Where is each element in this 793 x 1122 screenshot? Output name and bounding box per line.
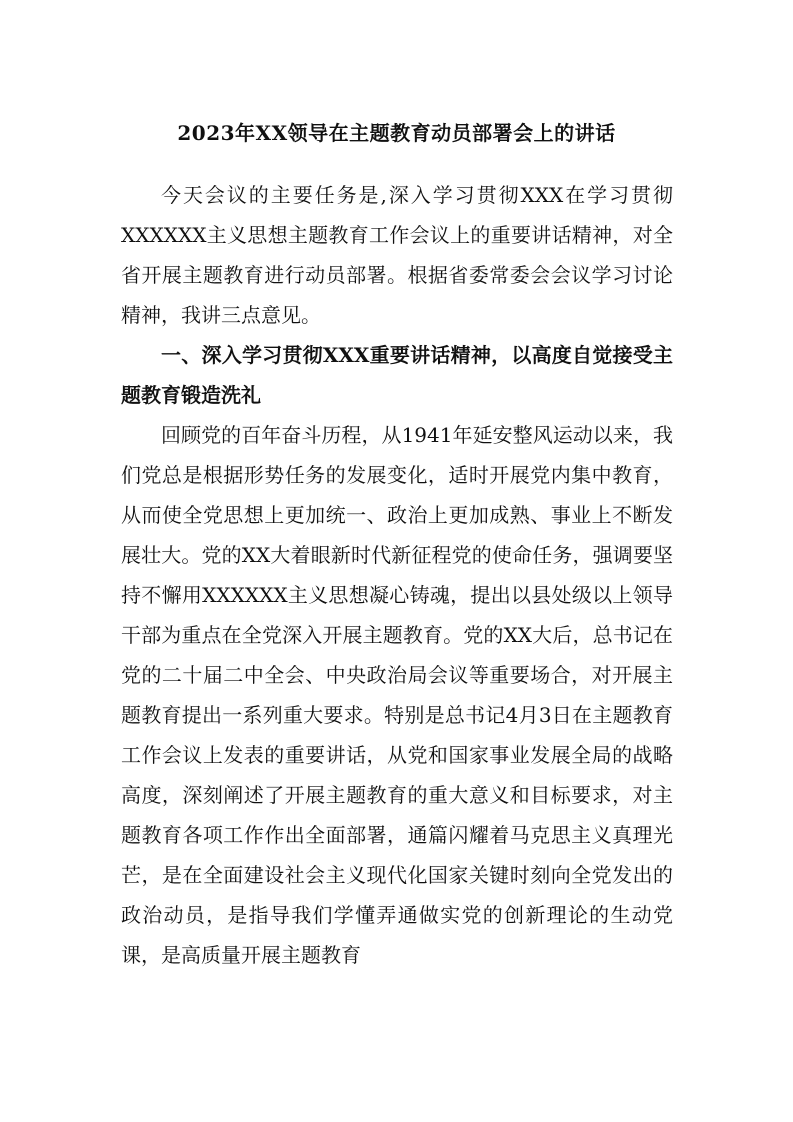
- document-title: 2023年XX领导在主题教育动员部署会上的讲话: [177, 121, 616, 145]
- document-body: [121, 175, 673, 975]
- section-heading-1: 一、深入学习贯彻XXX重要讲话精神，以高度自觉接受主题教育锻造洗礼: [121, 343, 673, 407]
- paragraph-section-1: 回顾党的百年奋斗历程，从1941年延安整风运动以来，我们党总是根据形势任务的发展变化，适时开展党内集中教育，从而使全党思想上更加统一、政治上更加成熟、事业上不断发展壮大。党的XX大着眼新时代新征程党的使命任务，强调要坚持不懈用XXXXXX主义思想凝心铸魂，提出以县处级以上领导干部为重点在全党深入开展主题教育。党的XX大后，总书记在党的二十届二中全会、中央政治局会议等重要场合，对开展主题教育提出一系列重大要求。特别是总书记4月3日在主题教育工作会议上发表的重要讲话，从党和国家事业发展全局的战略高度，深刻阐述了开展主题教育的重大意义和目标要求，对主题教育各项工作作出全面部署，通篇闪耀着马克思主义真理光芒，是在全面建设社会主义现代化国家关键时刻向全党发出的政治动员，是指导我们学懂弄通做实党的创新理论的生动党课，是高质量开展主题教育: [121, 423, 673, 967]
- paragraph-intro: 今天会议的主要任务是,深入学习贯彻XXX在学习贯彻XXXXXX主义思想主题教育工作会议上的重要讲话精神，对全省开展主题教育进行动员部署。根据省委常委会会议学习讨论精神，我讲三点意见。: [121, 183, 673, 327]
